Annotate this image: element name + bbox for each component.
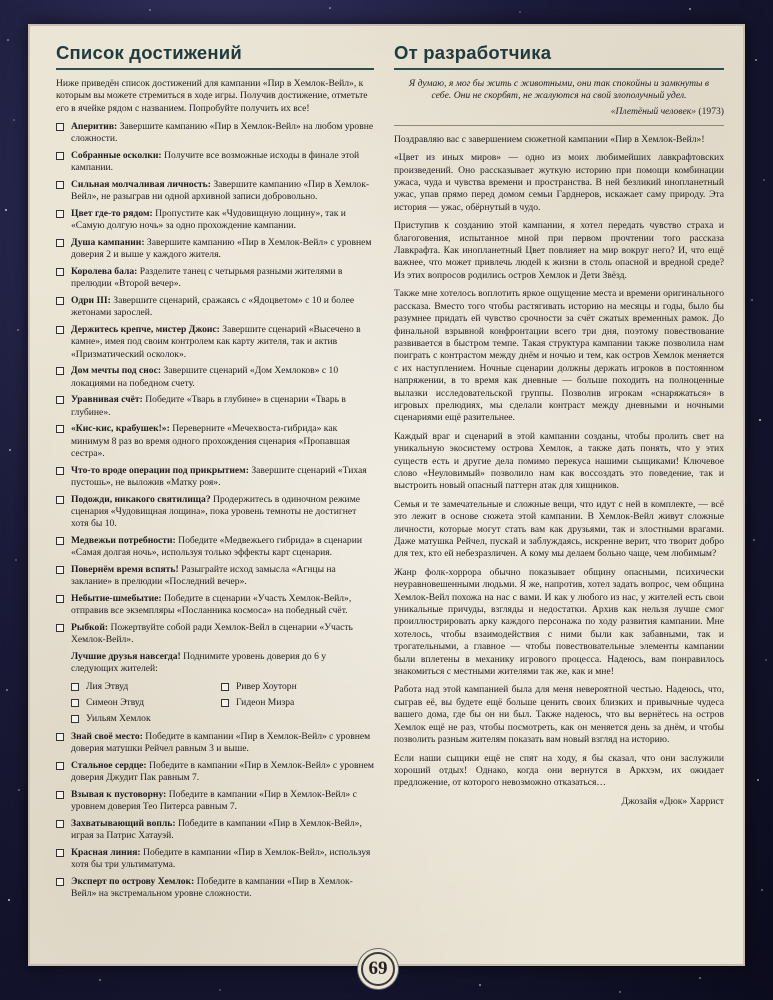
- achievement-description: Победите в кампании «Пир в Хемлок-Вейл», используя хотя бы три ультиматума.: [71, 847, 371, 871]
- achievement-checkbox[interactable]: [56, 762, 64, 770]
- achievement-title: Королева бала:: [71, 266, 138, 278]
- achievement-description: Пропустите как «Чудовищную лощину», так и «Самую долгую ночь» за одно прохождение кампании.: [71, 208, 346, 232]
- achievement-title: Уравнивая счёт:: [71, 394, 143, 406]
- achievement-checkbox[interactable]: [56, 595, 64, 603]
- achievement-item: [56, 365, 374, 389]
- achievement-item: [56, 760, 374, 784]
- achievement-checkbox[interactable]: [56, 123, 64, 131]
- achievement-item: [56, 465, 374, 489]
- friend-item: [221, 697, 371, 709]
- letter-paragraph: Каждый враг и сценарий в этой кампании созданы, чтобы пролить свет на уникальную экосистему острова Хемлок, а также дать понять, что у этих существ есть и другие дела помимо перекуса нашими сыщиками! Ключевое слово «Неуловимый» позволило нам как воссоздать это поведение, так и выстроить новый опасный паттерн атак для хищников.: [394, 430, 724, 492]
- achievement-title: Взывая к пустоворну:: [71, 789, 167, 801]
- achievement-item: [56, 179, 374, 203]
- achievement-item: [56, 818, 374, 842]
- achievement-description: Победите «Тварь в глубине» в сценарии «Тварь в глубине».: [71, 394, 346, 418]
- letter-paragraph: «Цвет из иных миров» — одно из моих любимейших лавкрафтовских произведений. Оно рассказывает жуткую историю при помощи комбинации ужаса, чуда и чувства времени и пространства. В ней безликий инопланетный ужас, упав прямо перед домом семьи Гарднеров, искажает саму природу. Эта история — ужас, обёрнутый в чудо.: [394, 152, 724, 213]
- achievement-title: Захватывающий вопль:: [71, 818, 176, 830]
- achievement-title: Сильная молчаливая личность:: [71, 179, 211, 191]
- achievement-checkbox[interactable]: [56, 624, 64, 632]
- developer-letter: [394, 134, 724, 790]
- achievement-description: Пожертвуйте собой ради Хемлок-Вейл в сценарии «Участь Хемлок-Вейл».: [71, 621, 353, 646]
- epigraph-quote: Я думаю, я мог бы жить с животными, они так спокойны и замкнуты в себе. Они не скорбят, не жалуются на свой злополучный удел.: [408, 78, 710, 102]
- achievement-title: Цвет где-то рядом:: [71, 208, 153, 220]
- achievement-item: [56, 237, 374, 261]
- achievement-item: [56, 564, 374, 588]
- friend-name: Симеон Этвуд: [86, 697, 144, 709]
- achievement-checkbox[interactable]: [56, 326, 64, 334]
- achievements-list: [56, 121, 374, 646]
- achievement-item: [56, 295, 374, 319]
- achievement-title: Собранные осколки:: [71, 150, 162, 162]
- achievement-checkbox[interactable]: [56, 849, 64, 857]
- achievement-description: Переверните «Мечехвоста-гибрида» как минимум 8 раз во время одного прохождения сценария «Пропавшая сестра».: [71, 423, 350, 459]
- friend-item: [221, 681, 371, 693]
- achievement-description: Завершите сценарий «Дом Хемлоков» с 10 локациями на победном счету.: [71, 365, 339, 389]
- developer-heading: От разработчика: [394, 42, 724, 70]
- friend-name: Уильям Хемлок: [86, 713, 151, 725]
- achievement-item: [56, 731, 374, 755]
- achievement-title: Аперитив:: [71, 121, 118, 133]
- achievement-item: [56, 535, 374, 559]
- achievement-title: Держитесь крепче, мистер Джоис:: [71, 324, 220, 336]
- achievement-item: [56, 593, 374, 617]
- friends-list: [71, 681, 374, 725]
- achievement-description: Разыграйте исход замысла «Агнцы на заклание» в прелюдии «Последний вечер».: [71, 563, 336, 588]
- friend-name: Ривер Хоуторн: [236, 681, 297, 693]
- achievement-checkbox[interactable]: [56, 367, 64, 375]
- achievement-item: [56, 394, 374, 418]
- achievement-description: Завершите сценарий, сражаясь с «Ядоцветом» с 10 и более жетонами зарослей.: [71, 295, 355, 319]
- achievement-title: Рыбкой:: [71, 621, 109, 633]
- achievement-description: Завершите кампанию «Пир в Хемлок-Вейл», не разыграв ни одной архивной записи добровольно.: [71, 179, 370, 203]
- achievement-title: Небытие-шмебытие:: [71, 592, 162, 604]
- friend-name: Гидеон Мизра: [236, 697, 295, 709]
- achievement-description: Победите в сценарии «Участь Хемлок-Вейл», отправив все экземпляры «Посланника космоса» на победный счёт.: [71, 592, 352, 617]
- friend-item: [71, 697, 221, 709]
- achievement-title: Знай своё место:: [71, 731, 143, 743]
- achievement-title: Стальное сердце:: [71, 760, 147, 772]
- achievement-title: Душа кампании:: [71, 237, 145, 249]
- achievement-title: Подожди, никакого святилища?: [71, 493, 211, 505]
- achievement-title: Что-то вроде операции под прикрытием:: [71, 464, 249, 476]
- achievement-item: [56, 789, 374, 813]
- achievement-item: [56, 324, 374, 361]
- achievement-item: [56, 876, 374, 900]
- achievement-checkbox[interactable]: [56, 537, 64, 545]
- achievement-checkbox[interactable]: [56, 152, 64, 160]
- achievements-heading: Список достижений: [56, 42, 374, 70]
- achievement-checkbox[interactable]: [56, 496, 64, 504]
- achievement-title: Дом мечты под снос:: [71, 365, 162, 377]
- letter-paragraph: Если наши сыщики ещё не спят на ходу, я бы сказал, что они заслужили хороший отдых! Однако, когда они вернутся в Аркхэм, их ожидает предложение, от которого невозможно отказаться…: [394, 752, 724, 789]
- friend-item: [71, 713, 221, 725]
- friend-checkbox[interactable]: [71, 699, 79, 707]
- achievement-item: [56, 622, 374, 646]
- achievement-checkbox[interactable]: [56, 268, 64, 276]
- divider: [394, 125, 724, 126]
- letter-paragraph: Приступив к созданию этой кампании, я хотел передать чувство страха и благоговения, испытанное мной при первом прочтении того рассказа Лавкрафта. Как инопланетный Цвет повлияет на мир вокруг него? И, что ещё важнее, что может привлечь людей к жизни в столь опасной и вредной среде? Из этих вопросов родились остров Хемлок и Дети Звёзд.: [394, 220, 724, 281]
- achievements-column: [56, 42, 374, 905]
- achievement-item: [56, 494, 374, 531]
- achievement-item: [56, 266, 374, 290]
- achievement-title: Красная линия:: [71, 847, 141, 859]
- achievement-checkbox[interactable]: [56, 210, 64, 218]
- achievement-checkbox[interactable]: [56, 467, 64, 475]
- achievement-checkbox[interactable]: [56, 181, 64, 189]
- achievement-description: Победите в кампании «Пир в Хемлок-Вейл» с уровнем доверия Джудит Пак равным 7.: [71, 760, 374, 784]
- achievement-title: Эксперт по острову Хемлок:: [71, 876, 195, 888]
- achievement-checkbox[interactable]: [56, 878, 64, 886]
- achievement-checkbox[interactable]: [56, 791, 64, 799]
- friend-checkbox[interactable]: [71, 683, 79, 691]
- document-page: [28, 24, 745, 966]
- achievement-description: Продержитесь в одиночном режиме сценария «Чудовищная лощина», пока уровень темноты не достигнет хотя бы 10.: [71, 493, 361, 530]
- epigraph-attribution: «Плетёный человек» (1973): [610, 105, 724, 117]
- achievement-description: Победите в кампании «Пир в Хемлок-Вейл» с уровнем доверия Тео Питерса равным 7.: [71, 789, 357, 813]
- achievements-intro: Ниже приведён список достижений для кампании «Пир в Хемлок-Вейл», к которым вы можете стремиться в ходе игры. Получив достижение, отметьте его в ячейке рядом с названием. Попробуйте получить их все!: [56, 78, 368, 114]
- friend-checkbox[interactable]: [221, 699, 229, 707]
- achievement-item: [56, 847, 374, 871]
- achievement-checkbox[interactable]: [56, 396, 64, 404]
- achievement-description: Победите в кампании «Пир в Хемлок-Вейл», играя за Патрис Хатауэй.: [71, 818, 362, 842]
- friend-checkbox[interactable]: [71, 715, 79, 723]
- letter-paragraph: Семья и те замечательные и сложные вещи, что идут с ней в комплекте, — всё это лежит в основе сюжета этой кампании. В Хемлок-Вейл живут сложные личности, которые могут стать вам как друзьями, так и злостными врагами. Даже матушка Рейчел, пускай и заблуждаясь, искренне верит, что творит добро для тех, кто ей небезразличен. А кому мы делаем больно чаще, чем любимым?: [394, 498, 724, 560]
- achievement-description: Завершите кампанию «Пир в Хемлок-Вейл» с уровнем доверия 2 и выше у каждого жителя.: [71, 237, 372, 261]
- letter-paragraph: Также мне хотелось воплотить яркое ощущение места и времени оригинального рассказа. Вместо того чтобы растягивать историю на месяцы и годы, было бы разумнее придать ей чувство срочности за счёт сжатых временных рамок. До финальной взрывной конфронтации всего три дня, поэтому повествование развивается в быстром темпе. Такая структура кампании также позволила нам поиграть с контрастом между днём и ночью и тем, как остров Хемлок меняется с их наступлением. Ночные сценарии должны держать игроков в постоянном напряжении, в то время как дневные — больше походить на полноценные вылазки исследовательской группы. Позволив игрокам «снаряжаться» в игровых прелюдиях, мы сделали контраст между дневными и ночными сценариями ещё разительнее.: [394, 288, 724, 424]
- friend-name: Лия Этвуд: [86, 681, 129, 693]
- achievement-title: Повернём время вспять!: [71, 563, 179, 575]
- friend-item: [71, 681, 221, 693]
- achievement-checkbox[interactable]: [56, 820, 64, 828]
- achievement-description: Получите все возможные исходы в финале этой кампании.: [71, 150, 360, 174]
- achievement-title: Медвежьи потребности:: [71, 534, 176, 546]
- achievements-list-2: [56, 731, 374, 900]
- letter-paragraph: Поздравляю вас с завершением сюжетной кампании «Пир в Хемлок-Вейл»!: [394, 133, 705, 145]
- achievement-item: [56, 208, 374, 232]
- achievement-checkbox[interactable]: [56, 297, 64, 305]
- achievement-description: Победите в кампании «Пир в Хемлок-Вейл» с уровнем доверия матушки Рейчел равным 3 и выше.: [71, 731, 371, 755]
- achievement-checkbox[interactable]: [56, 733, 64, 741]
- achievement-item: [56, 121, 374, 145]
- achievement-title: Одри III:: [71, 295, 111, 307]
- achievement-checkbox[interactable]: [56, 425, 64, 433]
- page-number: 69: [361, 952, 395, 986]
- letter-paragraph: Работа над этой кампанией была для меня невероятной честью. Надеюсь, что, сыграв её, вы будете ещё больше ценить своих близких и привычные чудеса вашего дома, где бы он ни был. Также надеюсь, что вы вернётесь на остров Хемлок ещё не раз, чтобы посмотреть, как он меняется день за днём, и чтобы позволить разным жителям показать вам новый взгляд на историю.: [394, 684, 724, 746]
- achievement-description: Завершите сценарий «Высечено в камне», имея под своим контролем как карту жителя, так и актив «Призматический осколок».: [71, 324, 361, 360]
- achievement-checkbox[interactable]: [56, 239, 64, 247]
- friends-heading: Лучшие друзья навсегда! Поднимите уровень доверия до 6 у следующих жителей:: [71, 650, 327, 675]
- achievement-description: Победите в кампании «Пир в Хемлок-Вейл» на экстремальном уровне сложности.: [71, 876, 353, 900]
- achievement-description: Завершите сценарий «Тихая пустошь», не выложив «Матку роя».: [71, 464, 367, 488]
- achievement-item: [56, 423, 374, 460]
- signature: Джозайя «Дюк» Харрист: [621, 795, 724, 807]
- achievement-item: [56, 150, 374, 174]
- letter-paragraph: Жанр фолк-хоррора обычно показывает общину опасными, психически неуравновешенными людьми. Я же, напротив, хотел задать вопрос, чем община Хемлок-Вейл похожа на нас с вами. И как у любого из нас, у жителей есть свои уникальные причуды, взгляды и недостатки. Архив как нельзя лучше смог проиллюстрировать арку каждого персонажа по ходу развития кампании. Мне хотелось, чтобы взаимодействия с ними были как забавными, так и трогательными, а главное — чтобы повествовательные элементы кампании были вплетены в механику игрового процесса. Надеюсь, вам понравилось знакомиться с местными жителями так же, как и мне!: [394, 566, 724, 678]
- developer-column: [394, 42, 724, 807]
- achievement-description: Победите «Медвежьего гибрида» в сценарии «Самая долгая ночь», используя только эффекты карт сценария.: [71, 534, 362, 559]
- achievement-checkbox[interactable]: [56, 566, 64, 574]
- friend-checkbox[interactable]: [221, 683, 229, 691]
- achievement-title: «Кис-кис, крабушек!»:: [71, 423, 170, 435]
- achievement-description: Завершите кампанию «Пир в Хемлок-Вейл» на любом уровне сложности.: [71, 121, 374, 145]
- achievement-description: Разделите танец с четырьмя разными жителями в прелюдии «Второй вечер».: [71, 266, 343, 290]
